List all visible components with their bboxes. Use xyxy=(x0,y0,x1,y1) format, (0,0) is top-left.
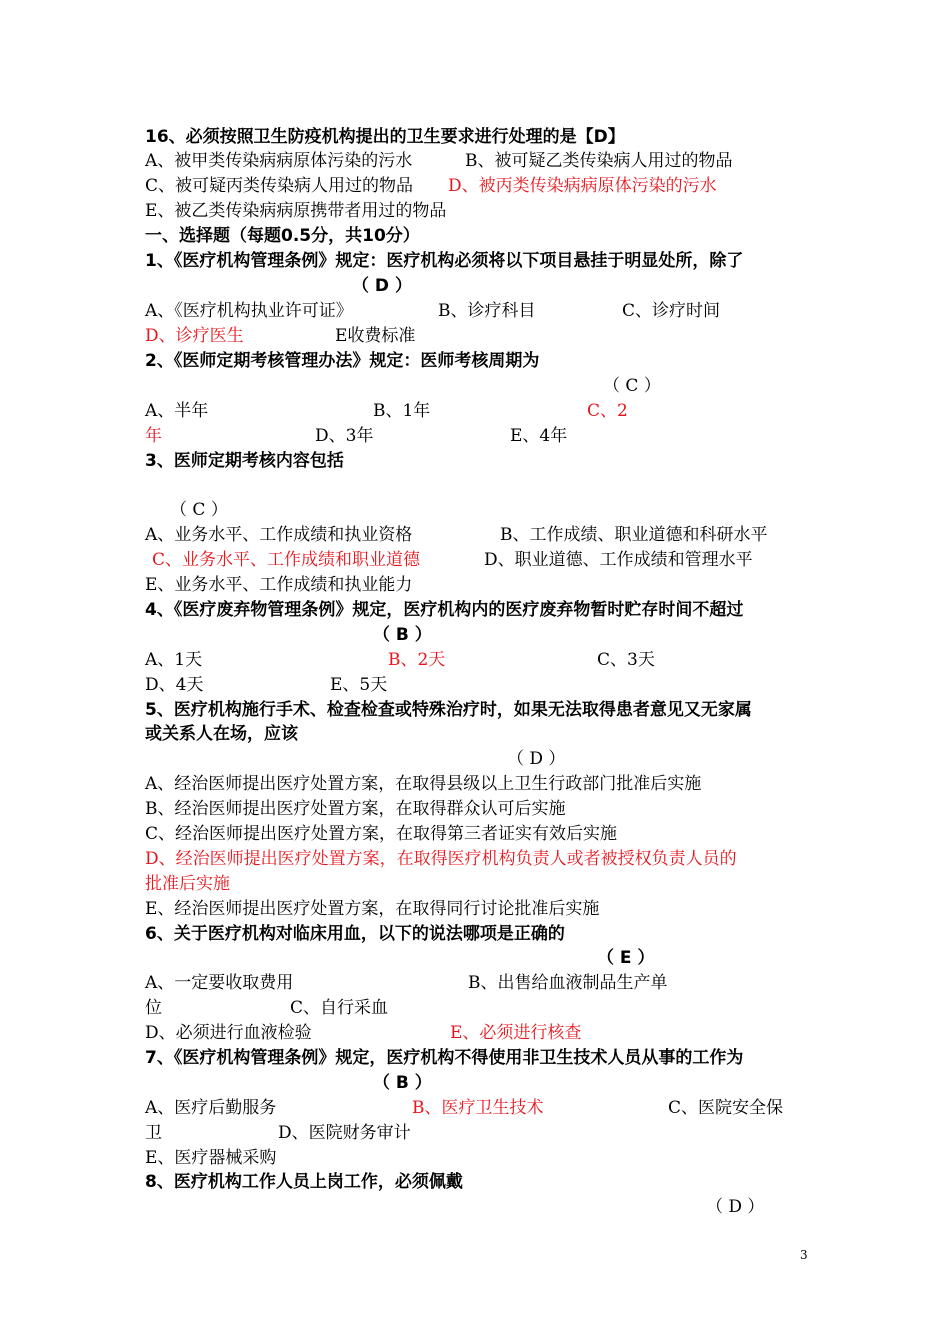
q2-option-b: B、1年 xyxy=(373,401,431,421)
q1-option-e: E收费标准 xyxy=(335,326,416,346)
q3-option-c: C、业务水平、工作成绩和职业道德 xyxy=(152,550,421,570)
q6-option-b: B、出售给血液制品生产单 xyxy=(468,973,668,993)
q2-option-c-cont: 年 xyxy=(145,426,162,446)
page-number: 3 xyxy=(800,1248,808,1262)
q4-option-b: B、2天 xyxy=(388,650,446,670)
q4-answer: （ B ） xyxy=(373,625,432,645)
q2-option-a: A、半年 xyxy=(145,401,209,421)
q5-answer: （ D ） xyxy=(507,749,566,769)
q3-answer: （ C ） xyxy=(170,500,228,520)
q2-option-e: E、4年 xyxy=(510,426,568,446)
q5-title-line2: 或关系人在场，应该 xyxy=(145,724,298,744)
q5-title-line1: 5、医疗机构施行手术、检查检查或特殊治疗时，如果无法取得患者意见又无家属 xyxy=(145,700,752,720)
q7-option-d: D、医院财务审计 xyxy=(278,1123,411,1143)
q5-option-d-line1: D、经治医师提出医疗处置方案，在取得医疗机构负责人或者被授权负责人员的 xyxy=(145,849,737,869)
q7-option-c: C、医院安全保 xyxy=(668,1098,784,1118)
q3-option-a: A、业务水平、工作成绩和执业资格 xyxy=(145,525,413,545)
q7-option-c-cont: 卫 xyxy=(145,1123,162,1143)
q4-option-e: E、5天 xyxy=(330,675,388,695)
q1-option-a: A、《医疗机构执业许可证》 xyxy=(145,301,353,321)
q7-option-a: A、医疗后勤服务 xyxy=(145,1098,277,1118)
q1-option-b: B、诊疗科目 xyxy=(438,301,536,321)
q16-option-c: C、被可疑丙类传染病人用过的物品 xyxy=(145,176,414,196)
q6-option-d: D、必须进行血液检验 xyxy=(145,1023,312,1043)
q1-option-c: C、诊疗时间 xyxy=(622,301,721,321)
q5-option-b: B、经治医师提出医疗处置方案，在取得群众认可后实施 xyxy=(145,799,566,819)
q16-option-d: D、被丙类传染病病原体污染的污水 xyxy=(448,176,717,196)
q3-title: 3、医师定期考核内容包括 xyxy=(145,451,344,471)
q1-option-d: D、诊疗医生 xyxy=(145,326,244,346)
q4-title: 4、《医疗废弃物管理条例》规定，医疗机构内的医疗废弃物暂时贮存时间不超过 xyxy=(145,600,744,620)
q6-answer: （ E ） xyxy=(597,948,655,968)
q16-option-e: E、被乙类传染病病原携带者用过的物品 xyxy=(145,201,447,221)
q1-title: 1、《医疗机构管理条例》规定：医疗机构必须将以下项目悬挂于明显处所，除了 xyxy=(145,251,744,271)
q8-answer: （ D ） xyxy=(706,1197,765,1217)
q5-option-d-line2: 批准后实施 xyxy=(145,874,230,894)
q6-title: 6、关于医疗机构对临床用血，以下的说法哪项是正确的 xyxy=(145,924,565,944)
q3-option-e: E、业务水平、工作成绩和执业能力 xyxy=(145,575,413,595)
q7-answer: （ B ） xyxy=(373,1073,432,1093)
q8-title: 8、医疗机构工作人员上岗工作，必须佩戴 xyxy=(145,1172,463,1192)
q3-option-b: B、工作成绩、职业道德和科研水平 xyxy=(500,525,768,545)
q2-option-d: D、3年 xyxy=(315,426,374,446)
q3-option-d: D、职业道德、工作成绩和管理水平 xyxy=(484,550,753,570)
q4-option-c: C、3天 xyxy=(597,650,655,670)
q16-title: 16、必须按照卫生防疫机构提出的卫生要求进行处理的是【D】 xyxy=(145,127,625,147)
q7-option-b: B、医疗卫生技术 xyxy=(412,1098,544,1118)
q6-option-c: C、自行采血 xyxy=(290,998,389,1018)
q6-option-a: A、一定要收取费用 xyxy=(145,973,294,993)
q5-option-a: A、经治医师提出医疗处置方案，在取得县级以上卫生行政部门批准后实施 xyxy=(145,774,702,794)
q16-option-b: B、被可疑乙类传染病人用过的物品 xyxy=(465,151,733,171)
q5-option-c: C、经治医师提出医疗处置方案，在取得第三者证实有效后实施 xyxy=(145,824,618,844)
q7-title: 7、《医疗机构管理条例》规定，医疗机构不得使用非卫生技术人员从事的工作为 xyxy=(145,1048,744,1068)
q6-option-b-cont: 位 xyxy=(145,998,162,1018)
section-heading: 一、选择题（每题0.5分，共10分） xyxy=(145,226,420,246)
q2-title: 2、《医师定期考核管理办法》规定：医师考核周期为 xyxy=(145,351,540,371)
q1-answer: （ D ） xyxy=(352,276,412,296)
q6-option-e: E、必须进行核查 xyxy=(450,1023,582,1043)
q2-option-c: C、2 xyxy=(587,401,628,421)
q4-option-a: A、1天 xyxy=(145,650,203,670)
q7-option-e: E、医疗器械采购 xyxy=(145,1148,277,1168)
q2-answer: （ C ） xyxy=(603,376,661,396)
q4-option-d: D、4天 xyxy=(145,675,204,695)
q16-option-a: A、被甲类传染病病原体污染的污水 xyxy=(145,151,413,171)
q5-option-e: E、经治医师提出医疗处置方案，在取得同行讨论批准后实施 xyxy=(145,899,600,919)
